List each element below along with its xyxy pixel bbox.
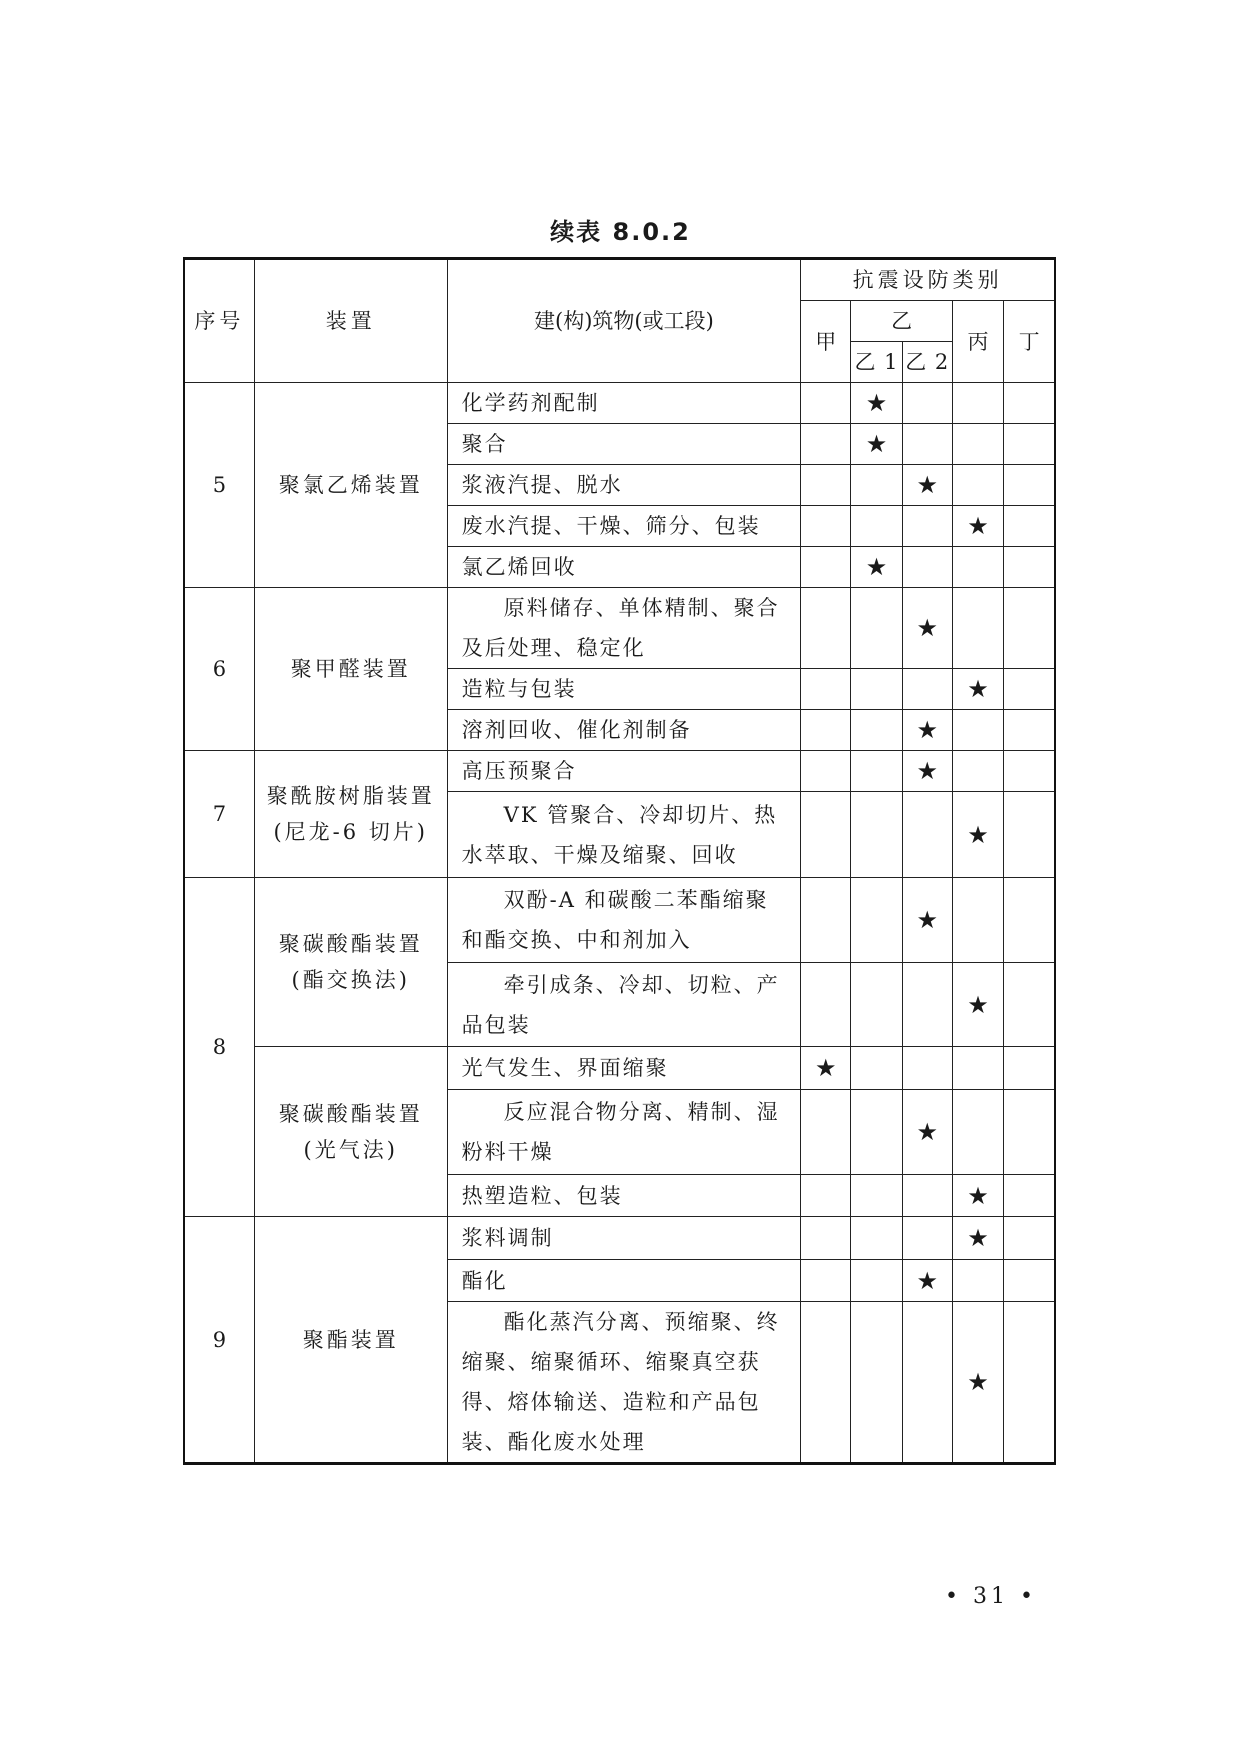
category-cell-yi2 bbox=[902, 465, 952, 506]
building-desc-cell: 氯乙烯回收 bbox=[447, 547, 801, 588]
category-cell-yi1 bbox=[851, 465, 902, 506]
unit-name: 聚甲醛装置 bbox=[290, 657, 411, 681]
building-desc-cell: 高压预聚合 bbox=[447, 751, 801, 792]
category-cell-ding bbox=[1004, 506, 1055, 547]
category-cell-bing bbox=[952, 465, 1003, 506]
category-cell-yi2 bbox=[902, 1047, 952, 1090]
star-icon: ★ bbox=[967, 1368, 989, 1396]
unit-name-sub: (酯交换法) bbox=[291, 968, 410, 992]
category-cell-ding bbox=[1004, 588, 1055, 669]
category-cell-ding bbox=[1004, 710, 1055, 751]
star-icon: ★ bbox=[916, 757, 938, 785]
header-jia: 甲 bbox=[801, 301, 851, 383]
category-cell-ding bbox=[1004, 547, 1055, 588]
category-cell-yi1 bbox=[851, 669, 902, 710]
unit-name: 聚碳酸酯装置 bbox=[278, 1101, 423, 1126]
category-cell-ding bbox=[1004, 1302, 1055, 1464]
category-cell-yi1 bbox=[851, 506, 902, 547]
category-cell-bing bbox=[952, 547, 1003, 588]
category-cell-bing bbox=[952, 792, 1003, 878]
building-desc-cell: 原料储存、单体精制、聚合及后处理、稳定化 bbox=[447, 588, 801, 669]
seq-cell: 8 bbox=[184, 878, 254, 1217]
building-desc-cell: 酯化蒸汽分离、预缩聚、终缩聚、缩聚循环、缩聚真空获得、熔体输送、造粒和产品包装、酯化废水处理 bbox=[447, 1302, 801, 1464]
category-cell-bing bbox=[952, 1047, 1003, 1090]
star-icon: ★ bbox=[967, 675, 989, 703]
unit-name-sub: (尼龙-6 切片) bbox=[273, 820, 428, 844]
building-desc-cell: 牵引成条、冷却、切粒、产品包装 bbox=[447, 963, 801, 1047]
category-cell-jia bbox=[801, 1175, 851, 1217]
building-desc-cell: 酯化 bbox=[447, 1260, 801, 1302]
unit-cell bbox=[254, 878, 447, 1047]
category-cell-yi1 bbox=[851, 792, 902, 878]
star-icon: ★ bbox=[967, 990, 989, 1019]
table-body bbox=[184, 383, 1055, 1464]
category-cell-ding bbox=[1004, 1090, 1055, 1175]
category-cell-bing bbox=[952, 1302, 1003, 1464]
category-cell-yi1 bbox=[851, 1302, 902, 1464]
category-cell-ding bbox=[1004, 424, 1055, 465]
category-cell-yi2 bbox=[902, 878, 952, 963]
category-cell-ding bbox=[1004, 1175, 1055, 1217]
category-cell-yi2 bbox=[902, 792, 952, 878]
category-cell-ding bbox=[1004, 751, 1055, 792]
category-cell-jia bbox=[801, 669, 851, 710]
building-desc-cell: 光气发生、界面缩聚 bbox=[447, 1047, 801, 1090]
table-row bbox=[184, 383, 1055, 424]
header-yi2: 乙 2 bbox=[902, 342, 952, 383]
building-desc-cell: 浆液汽提、脱水 bbox=[447, 465, 801, 506]
table-row bbox=[184, 751, 1055, 792]
star-icon: ★ bbox=[815, 1054, 837, 1082]
category-cell-jia bbox=[801, 710, 851, 751]
header-bing: 丙 bbox=[952, 301, 1003, 383]
seismic-category-table bbox=[183, 257, 1056, 1465]
category-cell-ding bbox=[1004, 1047, 1055, 1090]
building-desc-cell: 反应混合物分离、精制、湿粉料干燥 bbox=[447, 1090, 801, 1175]
category-cell-ding bbox=[1004, 1217, 1055, 1260]
category-cell-yi1 bbox=[851, 424, 902, 465]
category-cell-jia bbox=[801, 547, 851, 588]
table-row bbox=[184, 878, 1055, 963]
unit-name: 聚酯装置 bbox=[302, 1327, 399, 1352]
category-cell-jia bbox=[801, 424, 851, 465]
unit-name: 聚氯乙烯装置 bbox=[278, 473, 423, 497]
building-desc-cell: 废水汽提、干燥、筛分、包装 bbox=[447, 506, 801, 547]
star-icon: ★ bbox=[865, 430, 888, 458]
star-icon: ★ bbox=[967, 820, 989, 849]
unit-cell bbox=[254, 1217, 447, 1464]
header-yi1: 乙 1 bbox=[851, 342, 902, 383]
building-desc-cell: VK 管聚合、冷却切片、热水萃取、干燥及缩聚、回收 bbox=[447, 792, 801, 878]
building-desc-cell: 热塑造粒、包装 bbox=[447, 1175, 801, 1217]
category-cell-jia bbox=[801, 878, 851, 963]
page-number: • 31 • bbox=[945, 1584, 1037, 1609]
category-cell-jia bbox=[801, 792, 851, 878]
category-cell-jia bbox=[801, 465, 851, 506]
category-cell-yi2 bbox=[902, 506, 952, 547]
star-icon: ★ bbox=[916, 1266, 938, 1295]
category-cell-yi2 bbox=[902, 588, 952, 669]
category-cell-yi2 bbox=[902, 1302, 952, 1464]
category-cell-bing bbox=[952, 1217, 1003, 1260]
building-desc-cell: 浆料调制 bbox=[447, 1217, 801, 1260]
category-cell-jia bbox=[801, 1302, 851, 1464]
category-cell-yi2 bbox=[902, 1175, 952, 1217]
seq-cell: 6 bbox=[184, 588, 254, 751]
star-icon: ★ bbox=[865, 553, 888, 581]
star-icon: ★ bbox=[916, 614, 938, 642]
category-cell-bing bbox=[952, 751, 1003, 792]
category-cell-ding bbox=[1004, 963, 1055, 1047]
header-building: 建(构)筑物(或工段) bbox=[447, 259, 801, 383]
building-desc-cell: 化学药剂配制 bbox=[447, 383, 801, 424]
category-cell-bing bbox=[952, 588, 1003, 669]
category-cell-yi2 bbox=[902, 1260, 952, 1302]
unit-name-sub: (光气法) bbox=[303, 1137, 398, 1162]
category-cell-yi1 bbox=[851, 751, 902, 792]
star-icon: ★ bbox=[916, 1118, 938, 1146]
category-cell-ding bbox=[1004, 1260, 1055, 1302]
seq-cell: 5 bbox=[184, 383, 254, 588]
category-cell-jia bbox=[801, 383, 851, 424]
unit-name: 聚碳酸酯装置 bbox=[278, 932, 423, 956]
category-cell-yi1 bbox=[851, 588, 902, 669]
star-icon: ★ bbox=[967, 512, 989, 540]
category-cell-bing bbox=[952, 710, 1003, 751]
category-cell-jia bbox=[801, 963, 851, 1047]
category-cell-ding bbox=[1004, 465, 1055, 506]
category-cell-yi2 bbox=[902, 424, 952, 465]
header-unit: 装置 bbox=[254, 259, 447, 383]
unit-cell bbox=[254, 383, 447, 588]
category-cell-ding bbox=[1004, 878, 1055, 963]
star-icon: ★ bbox=[916, 716, 938, 744]
category-cell-yi2 bbox=[902, 547, 952, 588]
seq-cell: 7 bbox=[184, 751, 254, 878]
category-cell-yi1 bbox=[851, 1260, 902, 1302]
category-cell-jia bbox=[801, 1047, 851, 1090]
category-cell-yi1 bbox=[851, 710, 902, 751]
category-cell-yi1 bbox=[851, 1047, 902, 1090]
category-cell-jia bbox=[801, 1217, 851, 1260]
header-seq: 序号 bbox=[184, 259, 254, 383]
building-desc-cell: 溶剂回收、催化剂制备 bbox=[447, 710, 801, 751]
category-cell-bing bbox=[952, 878, 1003, 963]
header-ding: 丁 bbox=[1004, 301, 1055, 383]
category-cell-yi1 bbox=[851, 383, 902, 424]
table-header bbox=[184, 259, 1055, 383]
table-row bbox=[184, 1217, 1055, 1260]
category-cell-ding bbox=[1004, 383, 1055, 424]
header-yi: 乙 bbox=[851, 301, 952, 342]
category-cell-ding bbox=[1004, 792, 1055, 878]
category-cell-yi2 bbox=[902, 751, 952, 792]
category-cell-jia bbox=[801, 588, 851, 669]
category-cell-yi2 bbox=[902, 669, 952, 710]
category-cell-bing bbox=[952, 424, 1003, 465]
unit-cell bbox=[254, 1047, 447, 1217]
category-cell-yi2 bbox=[902, 1217, 952, 1260]
building-desc-cell: 双酚-A 和碳酸二苯酯缩聚和酯交换、中和剂加入 bbox=[447, 878, 801, 963]
category-cell-yi2 bbox=[902, 963, 952, 1047]
category-cell-bing bbox=[952, 1090, 1003, 1175]
category-cell-bing bbox=[952, 669, 1003, 710]
star-icon: ★ bbox=[967, 1181, 989, 1210]
seq-cell: 9 bbox=[184, 1217, 254, 1464]
category-cell-jia bbox=[801, 1090, 851, 1175]
table-caption: 续表 8.0.2 bbox=[550, 218, 691, 246]
unit-cell bbox=[254, 588, 447, 751]
category-cell-jia bbox=[801, 751, 851, 792]
category-cell-yi2 bbox=[902, 710, 952, 751]
category-cell-yi1 bbox=[851, 1175, 902, 1217]
category-cell-bing bbox=[952, 506, 1003, 547]
building-desc-cell: 聚合 bbox=[447, 424, 801, 465]
table-row bbox=[184, 1047, 1055, 1090]
category-cell-bing bbox=[952, 963, 1003, 1047]
header-category: 抗震设防类别 bbox=[801, 259, 1055, 301]
unit-name: 聚酰胺树脂装置 bbox=[266, 784, 435, 808]
category-cell-jia bbox=[801, 1260, 851, 1302]
category-cell-jia bbox=[801, 506, 851, 547]
category-cell-bing bbox=[952, 1260, 1003, 1302]
category-cell-yi1 bbox=[851, 1090, 902, 1175]
category-cell-yi1 bbox=[851, 547, 902, 588]
category-cell-ding bbox=[1004, 669, 1055, 710]
building-desc-cell: 造粒与包装 bbox=[447, 669, 801, 710]
category-cell-yi1 bbox=[851, 963, 902, 1047]
table-row bbox=[184, 588, 1055, 669]
star-icon: ★ bbox=[865, 389, 888, 417]
star-icon: ★ bbox=[916, 906, 938, 934]
category-cell-yi1 bbox=[851, 1217, 902, 1260]
category-cell-bing bbox=[952, 383, 1003, 424]
star-icon: ★ bbox=[916, 471, 938, 499]
category-cell-yi2 bbox=[902, 1090, 952, 1175]
category-cell-bing bbox=[952, 1175, 1003, 1217]
star-icon: ★ bbox=[967, 1224, 989, 1252]
category-cell-yi1 bbox=[851, 878, 902, 963]
category-cell-yi2 bbox=[902, 383, 952, 424]
unit-cell bbox=[254, 751, 447, 878]
